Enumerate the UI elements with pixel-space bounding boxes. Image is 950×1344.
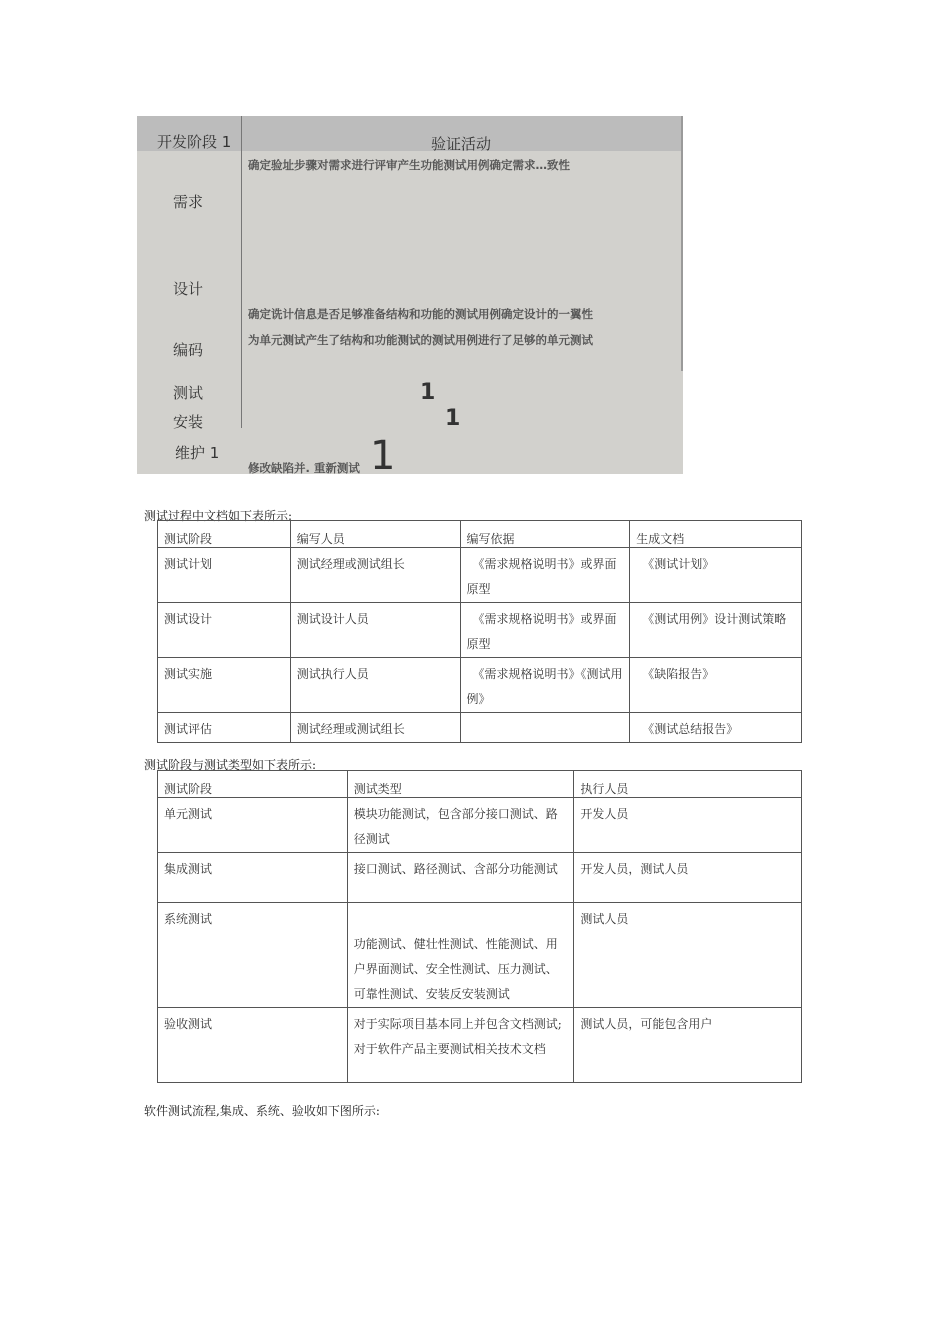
figure-header-activity: 验证活动	[431, 135, 492, 153]
stage-testing: 测试	[173, 384, 204, 402]
table-cell: 《需求规格说明书》《测试用例》	[460, 658, 630, 713]
stage-installation: 安装	[173, 413, 204, 431]
table-cell: 测试经理或测试组长	[290, 548, 460, 603]
table-cell: 测试实施	[158, 658, 291, 713]
column-header: 生成文档	[630, 521, 802, 548]
table-cell: 模块功能测试，包含部分接口测试、路径测试	[347, 798, 574, 853]
activity-maintenance: 修改缺陷并. 重新测试	[248, 461, 360, 475]
table-cell: 测试计划	[158, 548, 291, 603]
figure-right-border	[681, 116, 683, 371]
table-cell: 对于实际项目基本同上并包含文档测试;对于软件产品主要测试相关技术文档	[347, 1008, 574, 1083]
table-cell: 测试设计	[158, 603, 291, 658]
numeral-installation: 1	[445, 406, 461, 431]
activity-design: 确定诜计信息是否足够准备结构和功能的测试用例确定设计的一翼性	[248, 307, 593, 321]
table-cell: 《测试用例》设计测试策略	[630, 603, 802, 658]
table-cell: 测试评估	[158, 713, 291, 743]
verification-figure	[137, 116, 683, 479]
table-row	[158, 903, 802, 1008]
figure-header-stage: 开发阶段 1	[157, 133, 232, 151]
column-header: 编写人员	[290, 521, 460, 548]
table-row	[158, 548, 802, 603]
table-cell	[460, 713, 630, 743]
caption-test-type-table: 测试阶段与测试类型如下表所示:	[144, 758, 317, 772]
caption-test-flow: 软件测试流程,集成、系统、验收如下图所示:	[144, 1104, 380, 1118]
table-row	[158, 603, 802, 658]
column-header: 执行人员	[574, 771, 802, 798]
table-row	[158, 853, 802, 903]
table-cell: 测试设计人员	[290, 603, 460, 658]
table-cell: 单元测试	[158, 798, 348, 853]
figure-divider	[241, 116, 242, 428]
table-row	[158, 658, 802, 713]
table-header-row	[158, 771, 802, 798]
table-cell: 测试执行人员	[290, 658, 460, 713]
table-cell: 功能测试、健壮性测试、性能测试、用户界面测试、安全性测试、压力测试、可靠性测试、安装反安装测试	[347, 903, 574, 1008]
column-header: 编写依据	[460, 521, 630, 548]
table-cell: 《需求规格说明书》或界面原型	[460, 603, 630, 658]
table-row	[158, 798, 802, 853]
table-cell: 《测试计划》	[630, 548, 802, 603]
figure-header	[137, 116, 683, 151]
numeral-maintenance: 1	[370, 433, 396, 479]
numeral-testing: 1	[420, 380, 436, 405]
column-header: 测试阶段	[158, 521, 291, 548]
table-cell: 测试人员，可能包含用户	[574, 1008, 802, 1083]
stage-design: 设计	[173, 280, 204, 298]
stage-maintenance: 维护 1	[175, 444, 220, 462]
column-header: 测试类型	[347, 771, 574, 798]
document-table	[157, 520, 802, 743]
caption-document-table: 测试过程中文档如下表所示:	[144, 509, 293, 523]
table-cell: 系统测试	[158, 903, 348, 1008]
table-row	[158, 1008, 802, 1083]
activity-coding: 为单元测试产生了结构和功能测试的测试用例进行了足够的单元测试	[248, 333, 593, 347]
table-cell: 验收测试	[158, 1008, 348, 1083]
stage-requirement: 需求	[173, 193, 204, 211]
table-cell: 《缺陷报告》	[630, 658, 802, 713]
table-cell: 集成测试	[158, 853, 348, 903]
activity-requirement: 确定验址步骤对需求进行评审产生功能测试用例确定需求…致性	[248, 158, 570, 172]
stage-coding: 编码	[173, 341, 204, 359]
table-cell: 《需求规格说明书》或界面原型	[460, 548, 630, 603]
table-cell: 《测试总结报告》	[630, 713, 802, 743]
test-type-table	[157, 770, 802, 1083]
table-cell: 开发人员	[574, 798, 802, 853]
column-header: 测试阶段	[158, 771, 348, 798]
table-header-row	[158, 521, 802, 548]
table-cell: 测试人员	[574, 903, 802, 1008]
table-row	[158, 713, 802, 743]
table-cell: 测试经理或测试组长	[290, 713, 460, 743]
table-cell: 开发人员，测试人员	[574, 853, 802, 903]
table-cell: 接口测试、路径测试、含部分功能测试	[347, 853, 574, 903]
